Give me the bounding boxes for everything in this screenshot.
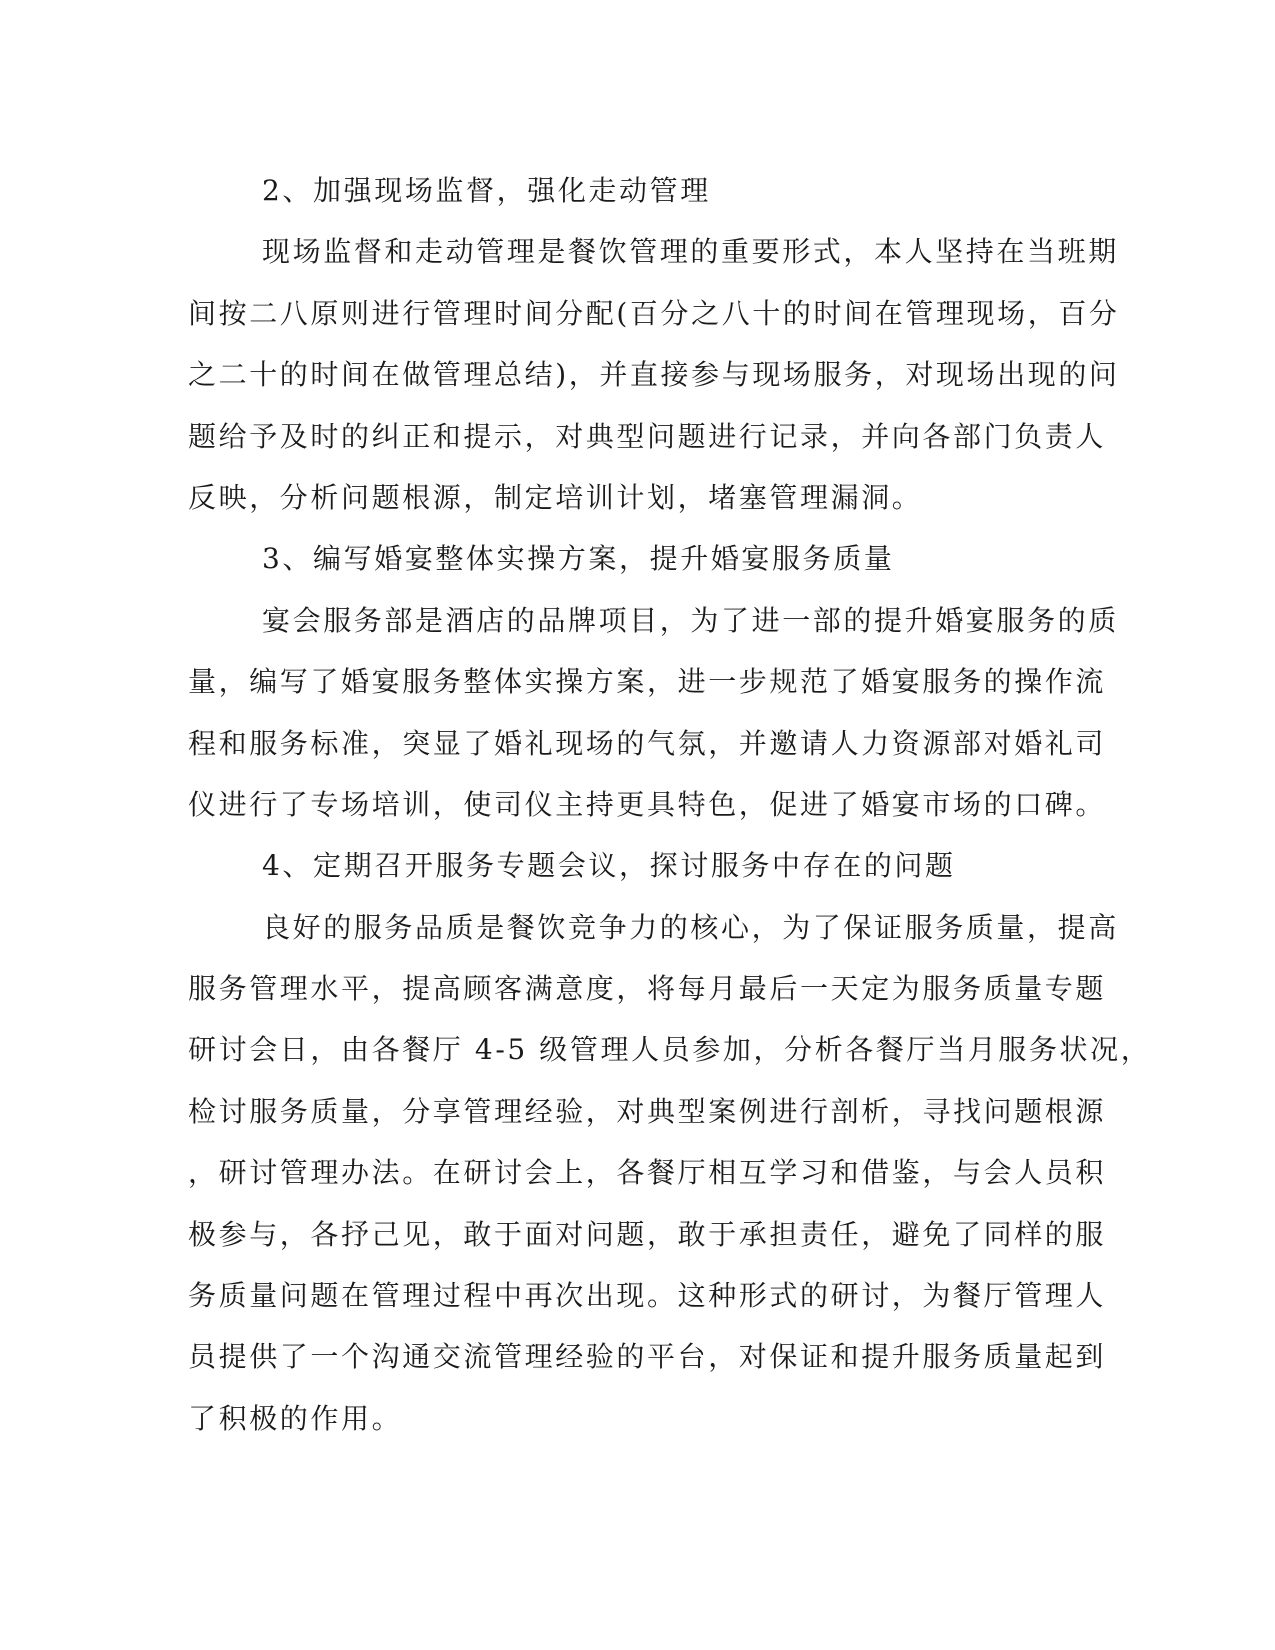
paragraph-line: 间按二八原则进行管理时间分配(百分之八十的时间在管理现场，百分 <box>188 296 1120 330</box>
paragraph-line: 了积极的作用。 <box>188 1401 403 1435</box>
paragraph-line: 量，编写了婚宴服务整体实操方案，进一步规范了婚宴服务的操作流 <box>188 665 1107 699</box>
paragraph-line: 现场监督和走动管理是餐饮管理的重要形式，本人坚持在当班期 <box>262 235 1119 269</box>
document-body <box>188 160 1152 1449</box>
section-heading-4 <box>188 835 1068 896</box>
paragraph-line: 反映，分析问题根源，制定培训计划，堵塞管理漏洞。 <box>188 480 923 514</box>
section-paragraph-2 <box>188 221 1120 528</box>
heading-line: 4、定期召开服务专题会议，探讨服务中存在的问题 <box>262 849 956 883</box>
paragraph-line: 检讨服务质量，分享管理经验，对典型案例进行剖析，寻找问题根源 <box>188 1094 1107 1128</box>
paragraph-line: ，研讨管理办法。在研讨会上，各餐厅相互学习和借鉴，与会人员积 <box>188 1156 1107 1190</box>
paragraph-line: 仪进行了专场培训，使司仪主持更具特色，促进了婚宴市场的口碑。 <box>188 787 1107 821</box>
paragraph-line: 服务管理水平，提高顾客满意度，将每月最后一天定为服务质量专题 <box>188 972 1107 1006</box>
paragraph-line: 之二十的时间在做管理总结)，并直接参与现场服务，对现场出现的问 <box>188 358 1120 392</box>
paragraph-line: 程和服务标准，突显了婚礼现场的气氛，并邀请人力资源部对婚礼司 <box>188 726 1107 760</box>
paragraph-line: 宴会服务部是酒店的品牌项目，为了进一部的提升婚宴服务的质 <box>262 603 1119 637</box>
paragraph-line: 良好的服务品质是餐饮竞争力的核心，为了保证服务质量，提高 <box>262 910 1119 944</box>
section-heading-3 <box>188 528 1068 589</box>
paragraph-line: 员提供了一个沟通交流管理经验的平台，对保证和提升服务质量起到 <box>188 1340 1107 1374</box>
section-heading-2 <box>188 160 1068 221</box>
paragraph-line: 极参与，各抒己见，敢于面对问题，敢于承担责任，避免了同样的服 <box>188 1217 1107 1251</box>
section-paragraph-3 <box>188 590 1119 836</box>
heading-line: 3、编写婚宴整体实操方案，提升婚宴服务质量 <box>262 542 895 576</box>
paragraph-line: 务质量问题在管理过程中再次出现。这种形式的研讨，为餐厅管理人 <box>188 1279 1107 1313</box>
section-paragraph-4 <box>188 897 1152 1450</box>
paragraph-line: 研讨会日，由各餐厅 4-5 级管理人员参加，分析各餐厅当月服务状况， <box>188 1033 1152 1067</box>
heading-line: 2、加强现场监督，强化走动管理 <box>262 174 711 207</box>
paragraph-line: 题给予及时的纠正和提示，对典型问题进行记录，并向各部门负责人 <box>188 419 1107 453</box>
